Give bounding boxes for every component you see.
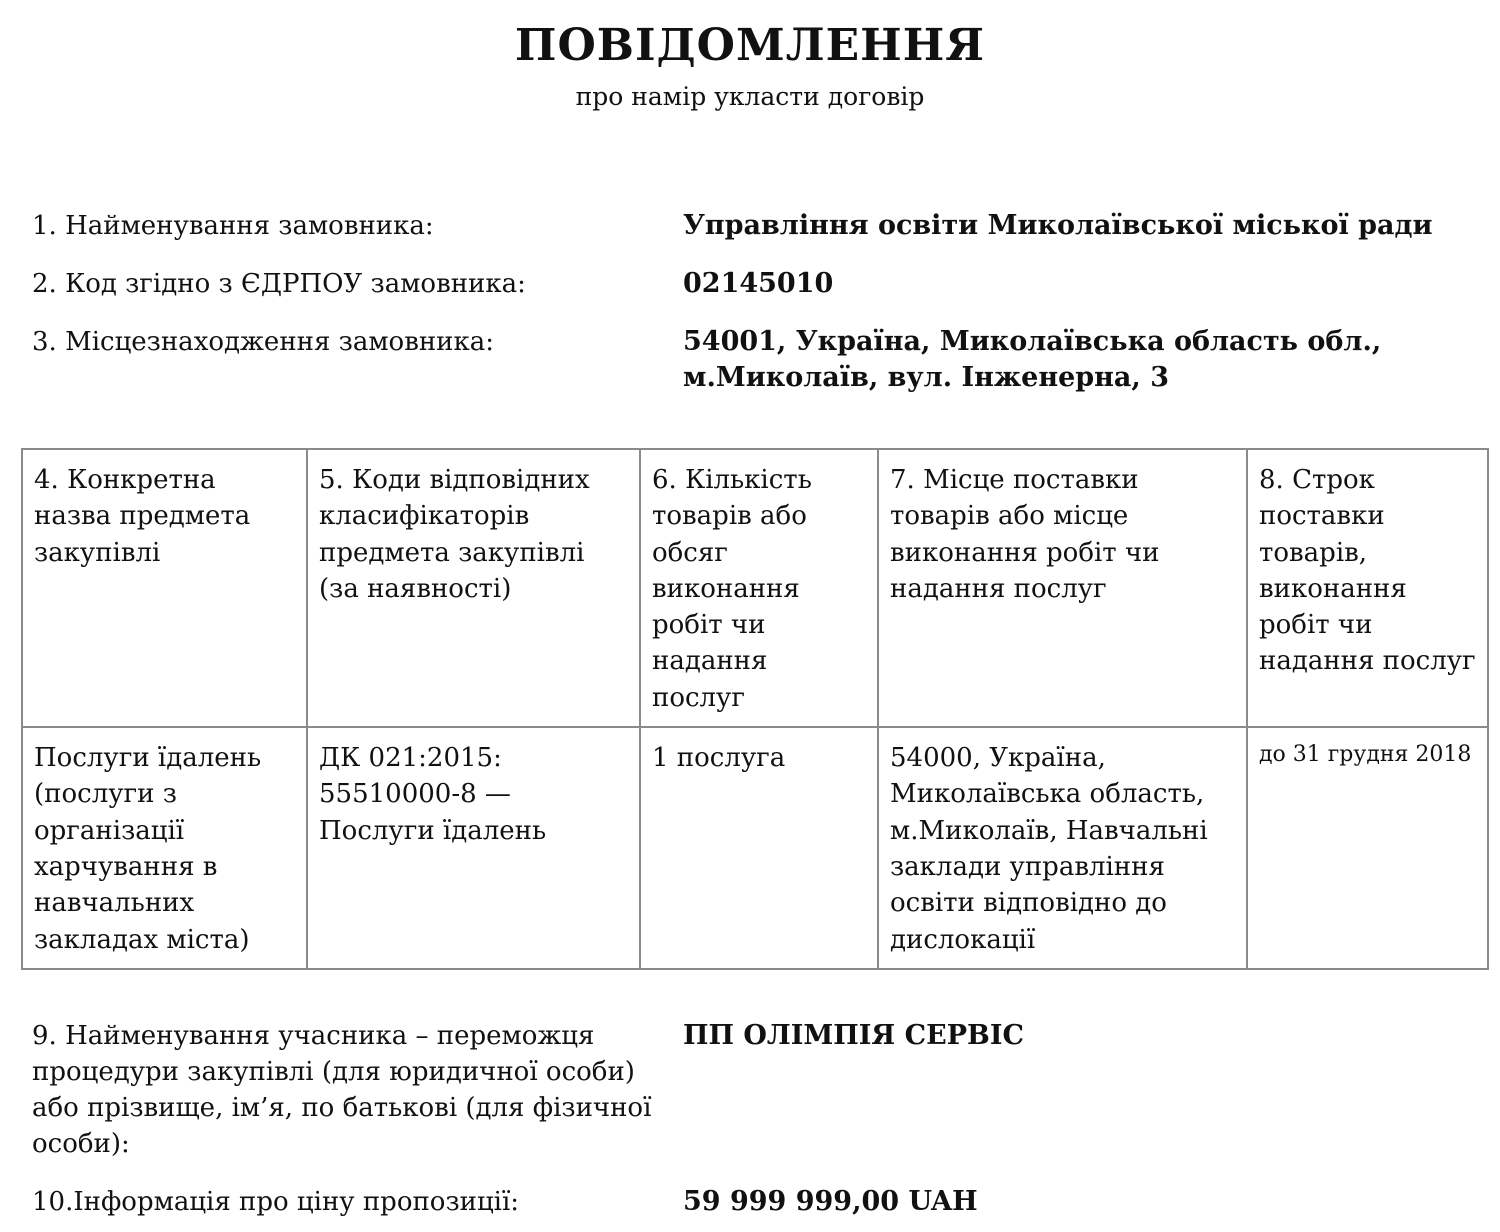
field-value: 02145010 <box>683 268 834 299</box>
field-label: 9. Найменування учасника – переможця процедури закупівлі (для юридичної особи) або прізвище, ім’я, по батькові (для фізичної особи): <box>32 1021 652 1159</box>
header-cell-place: 7. Місце поставки товарів або місце виконання робіт чи надання послуг <box>878 449 1247 727</box>
procurement-table <box>21 448 1489 970</box>
field-value: Управління освіти Миколаївської міської ради <box>683 210 1433 241</box>
table-row <box>22 727 1488 969</box>
cell-subject: Послуги їдалень (послуги з організації харчування в навчальних закладах міста) <box>22 727 307 969</box>
field-value: ПП ОЛІМПІЯ СЕРВІС <box>683 1020 1024 1051</box>
header-cell-codes: 5. Коди відповідних класифікаторів предмета закупівлі (за наявності) <box>307 449 640 727</box>
header-cell-subject: 4. Конкретна назва предмета закупівлі <box>22 449 307 727</box>
cell-term: до 31 грудня 2018 <box>1247 727 1488 969</box>
field-value: 54001, Україна, Миколаївська область обл., м.Миколаїв, вул. Інженерна, 3 <box>683 326 1382 393</box>
cell-place: 54000, Україна, Миколаївська область, м.Миколаїв, Навчальні заклади управління освіти відповідно до дислокації <box>878 727 1247 969</box>
cell-codes: ДК 021:2015: 55510000-8 — Послуги їдалень <box>307 727 640 969</box>
document-subtitle: про намір укласти договір <box>575 82 925 111</box>
field-value: 59 999 999,00 UAH <box>683 1186 978 1217</box>
header-cell-quantity: 6. Кількість товарів або обсяг виконання робіт чи надання послуг <box>640 449 878 727</box>
field-label: 1. Найменування замовника: <box>32 211 434 241</box>
document-title: ПОВІДОМЛЕННЯ <box>514 20 986 71</box>
field-label: 10.Інформація про ціну пропозиції: <box>32 1187 520 1217</box>
field-label: 3. Місцезнаходження замовника: <box>32 327 495 357</box>
table-header-row <box>22 449 1488 727</box>
header-cell-term: 8. Строк поставки товарів, виконання робіт чи надання послуг <box>1247 449 1488 727</box>
field-label: 2. Код згідно з ЄДРПОУ замовника: <box>32 269 526 299</box>
cell-quantity: 1 послуга <box>640 727 878 969</box>
